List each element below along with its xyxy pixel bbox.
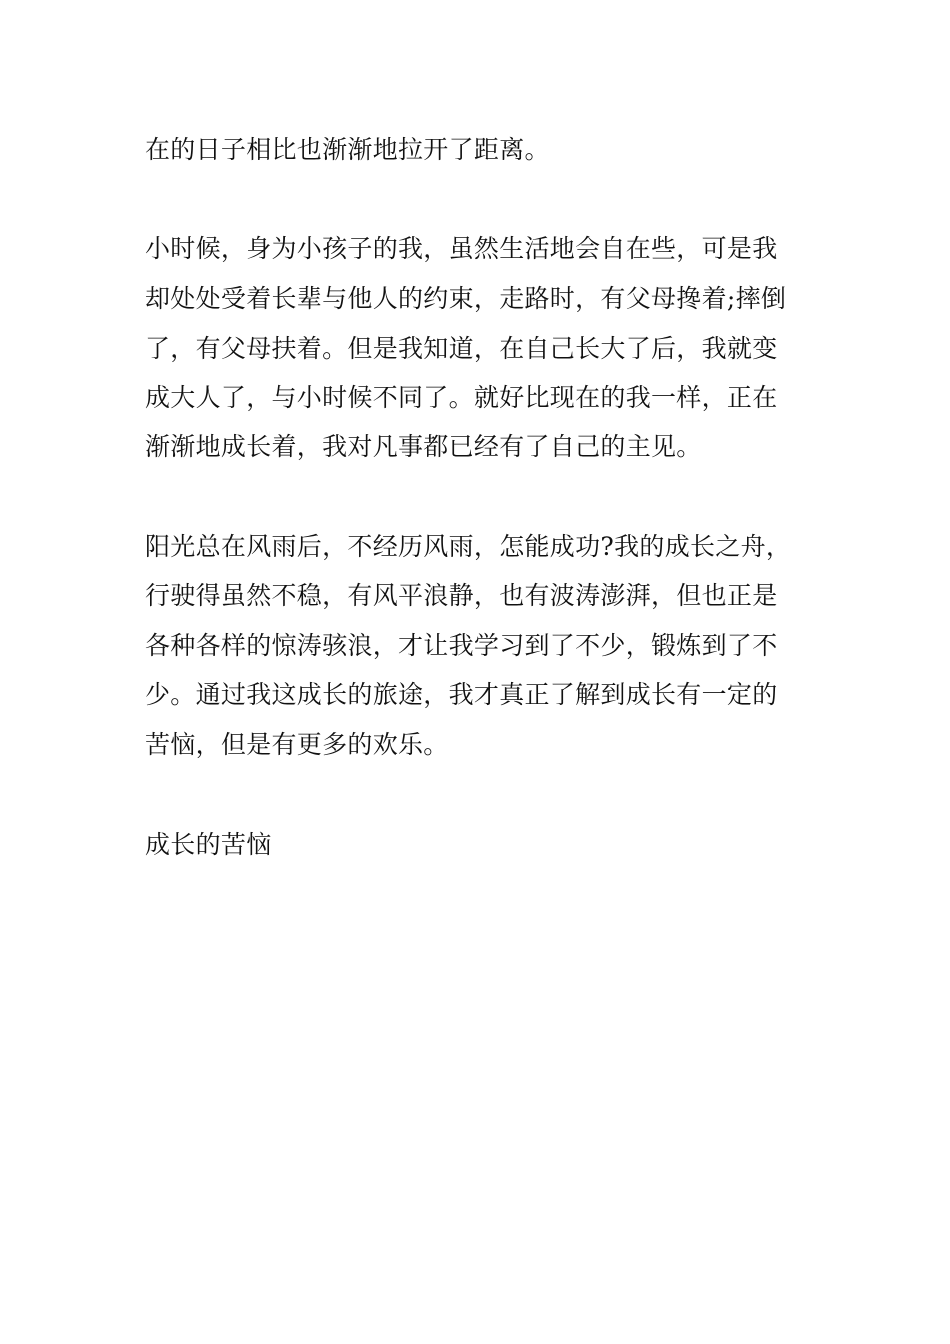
paragraph-2-line-1: 小时候，身为小孩子的我，虽然生活地会自在些，可是我 [145, 234, 778, 263]
section-heading: 成长的苦恼 [145, 830, 272, 859]
paragraph-3-line-1: 阳光总在风雨后，不经历风雨，怎能成功?我的成长之舟， [145, 532, 792, 561]
paragraph-3-line-3: 各种各样的惊涛骇浪，才让我学习到了不少，锻炼到了不 [145, 631, 778, 660]
paragraph-1-line-1: 在的日子相比也渐渐地拉开了距离。 [145, 135, 550, 164]
paragraph-2-line-5: 渐渐地成长着，我对凡事都已经有了自己的主见。 [145, 432, 702, 461]
paragraph-3-line-2: 行驶得虽然不稳，有风平浪静，也有波涛澎湃，但也正是 [145, 581, 778, 610]
paragraph-3-line-4: 少。通过我这成长的旅途，我才真正了解到成长有一定的 [145, 680, 778, 709]
paragraph-3-line-5: 苦恼，但是有更多的欢乐。 [145, 730, 449, 759]
paragraph-2-line-3: 了，有父母扶着。但是我知道，在自己长大了后，我就变 [145, 334, 778, 363]
paragraph-2-line-4: 成大人了，与小时候不同了。就好比现在的我一样，正在 [145, 383, 778, 412]
paragraph-2-line-2: 却处处受着长辈与他人的约束，走路时，有父母搀着;摔倒 [145, 284, 787, 313]
